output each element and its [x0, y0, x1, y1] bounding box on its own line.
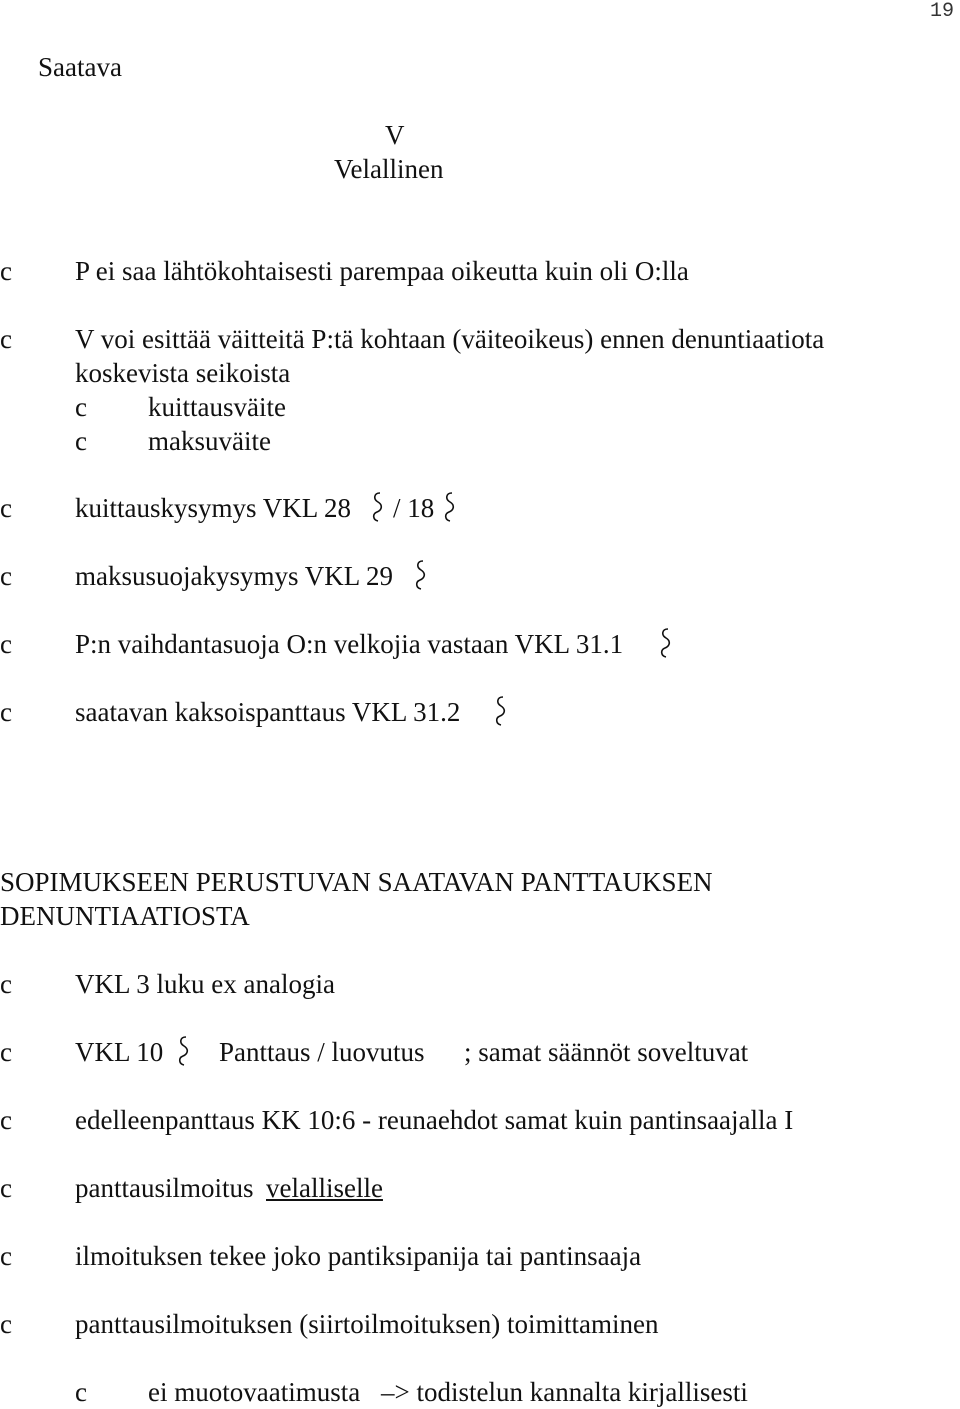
list-item-suffix: / 18: [393, 493, 435, 523]
list-item: maksusuojakysymys VKL 29: [75, 561, 394, 591]
sub-list-item: ei muotovaatimusta: [148, 1377, 361, 1407]
velallinen-label: Velallinen: [334, 154, 444, 184]
v-label: V: [385, 120, 405, 150]
page-number: 19: [930, 0, 955, 23]
list-item: VKL 10: [75, 1037, 164, 1067]
section-sign-icon: [370, 490, 384, 524]
bullet-icon: c: [0, 1241, 12, 1271]
section-sign-icon: [493, 694, 507, 728]
bullet-icon: c: [0, 561, 12, 591]
bullet-icon: c: [0, 1309, 12, 1339]
sub-list-item: kuittausväite: [148, 392, 286, 422]
bullet-icon: c: [0, 969, 12, 999]
list-item: panttausilmoituksen (siirtoilmoituksen) toimittaminen: [75, 1309, 659, 1339]
list-item: ilmoituksen tekee joko pantiksipanija tai pantinsaaja: [75, 1241, 642, 1271]
bullet-icon: c: [0, 697, 12, 727]
sub-list-item: maksuväite: [148, 426, 271, 456]
underlined-term: velalliselle: [266, 1173, 383, 1203]
section-sign-icon: [658, 626, 672, 660]
list-item-part: ; samat säännöt soveltuvat: [464, 1037, 749, 1067]
list-item: edelleenpanttaus KK 10:6 - reunaehdot samat kuin pantinsaajalla I: [75, 1105, 794, 1135]
bullet-icon: c: [0, 324, 12, 354]
bullet-icon: c: [0, 1173, 12, 1203]
list-item-part: Panttaus / luovutus: [219, 1037, 425, 1067]
sub-bullet-icon: c: [75, 1377, 87, 1407]
section-sign-icon: [176, 1034, 190, 1068]
list-item: P ei saa lähtökohtaisesti parempaa oikeutta kuin oli O:lla: [75, 256, 689, 286]
list-item: kuittauskysymys VKL 28: [75, 493, 352, 523]
list-item-continuation: koskevista seikoista: [75, 358, 291, 388]
bullet-icon: c: [0, 256, 12, 286]
sub-list-item-part: –> todistelun kannalta kirjallisesti: [381, 1377, 748, 1407]
page-title: Saatava: [38, 52, 122, 82]
list-item: saatavan kaksoispanttaus VKL 31.2: [75, 697, 461, 727]
list-item: VKL 3 luku ex analogia: [75, 969, 335, 999]
list-item: V voi esittää väitteitä P:tä kohtaan (väiteoikeus) ennen denuntiaatiota: [75, 324, 825, 354]
section-sign-icon: [442, 490, 456, 524]
bullet-icon: c: [0, 1037, 12, 1067]
bullet-icon: c: [0, 493, 12, 523]
bullet-icon: c: [0, 1105, 12, 1135]
section-heading-line2: DENUNTIAATIOSTA: [0, 901, 250, 931]
sub-bullet-icon: c: [75, 392, 87, 422]
section-sign-icon: [413, 558, 427, 592]
sub-bullet-icon: c: [75, 426, 87, 456]
list-item: panttausilmoitus: [75, 1173, 254, 1203]
bullet-icon: c: [0, 629, 12, 659]
section-heading: SOPIMUKSEEN PERUSTUVAN SAATAVAN PANTTAUKSEN: [0, 867, 713, 897]
list-item: P:n vaihdantasuoja O:n velkojia vastaan VKL 31.1: [75, 629, 624, 659]
